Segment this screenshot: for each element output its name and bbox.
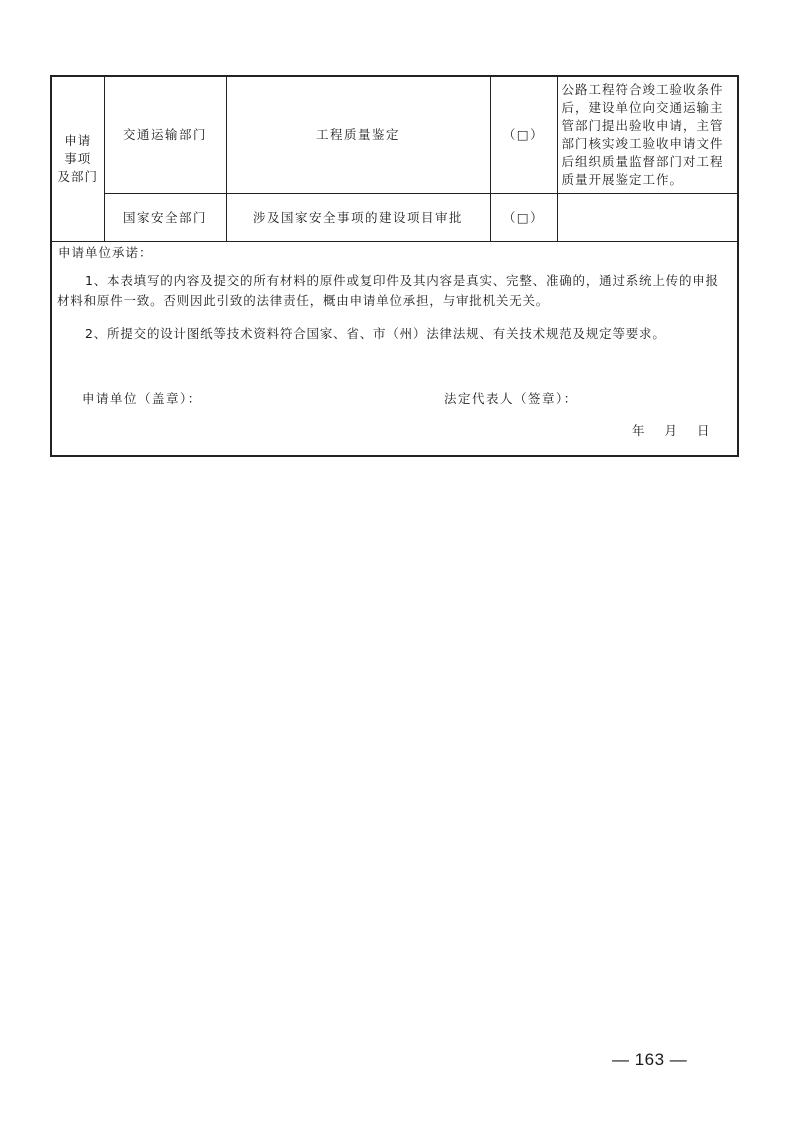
applicant-seal-label: 申请单位（盖章）： <box>82 391 202 406</box>
checkbox-cell[interactable]: （□） <box>490 194 557 242</box>
category-label-line: 申请 <box>64 133 92 148</box>
table-row <box>51 76 738 194</box>
commitment-title: 申请单位承诺： <box>58 245 153 260</box>
commitment-paragraph: 1、本表填写的内容及提交的所有材料的原件或复印件及其内容是真实、完整、准确的，通过系统上传的申报材料和原件一致。否则因此引致的法律责任，概由申请单位承担，与审批机关无关。 <box>57 273 719 308</box>
commitment-paragraph: 2、所提交的设计图纸等技术资料符合国家、省、市（州）法律法规、有关技术规范及规定等要求。 <box>85 326 666 341</box>
date-line: 年 月 日 <box>632 423 711 438</box>
table-row <box>51 194 738 242</box>
commitment-cell <box>51 242 738 457</box>
category-label-line: 及部门 <box>57 169 98 184</box>
category-label-line: 事项 <box>64 151 92 166</box>
page-number: — 163 — <box>612 1050 688 1069</box>
department-cell: 国家安全部门 <box>104 194 226 242</box>
note-cell: 公路工程符合竣工验收条件后，建设单位向交通运输主管部门提出验收申请，主管部门核实竣工验收申请文件后组织质量监督部门对工程质量开展鉴定工作。 <box>557 76 738 194</box>
legal-representative-label: 法定代表人（签章）： <box>444 391 578 406</box>
department-cell: 交通运输部门 <box>104 76 226 194</box>
item-cell: 工程质量鉴定 <box>226 76 490 194</box>
application-form-table <box>50 75 739 457</box>
commitment-row <box>51 242 738 457</box>
category-label-cell <box>51 76 104 242</box>
checkbox-cell[interactable]: （□） <box>490 76 557 194</box>
note-cell <box>557 194 738 242</box>
item-cell: 涉及国家安全事项的建设项目审批 <box>226 194 490 242</box>
